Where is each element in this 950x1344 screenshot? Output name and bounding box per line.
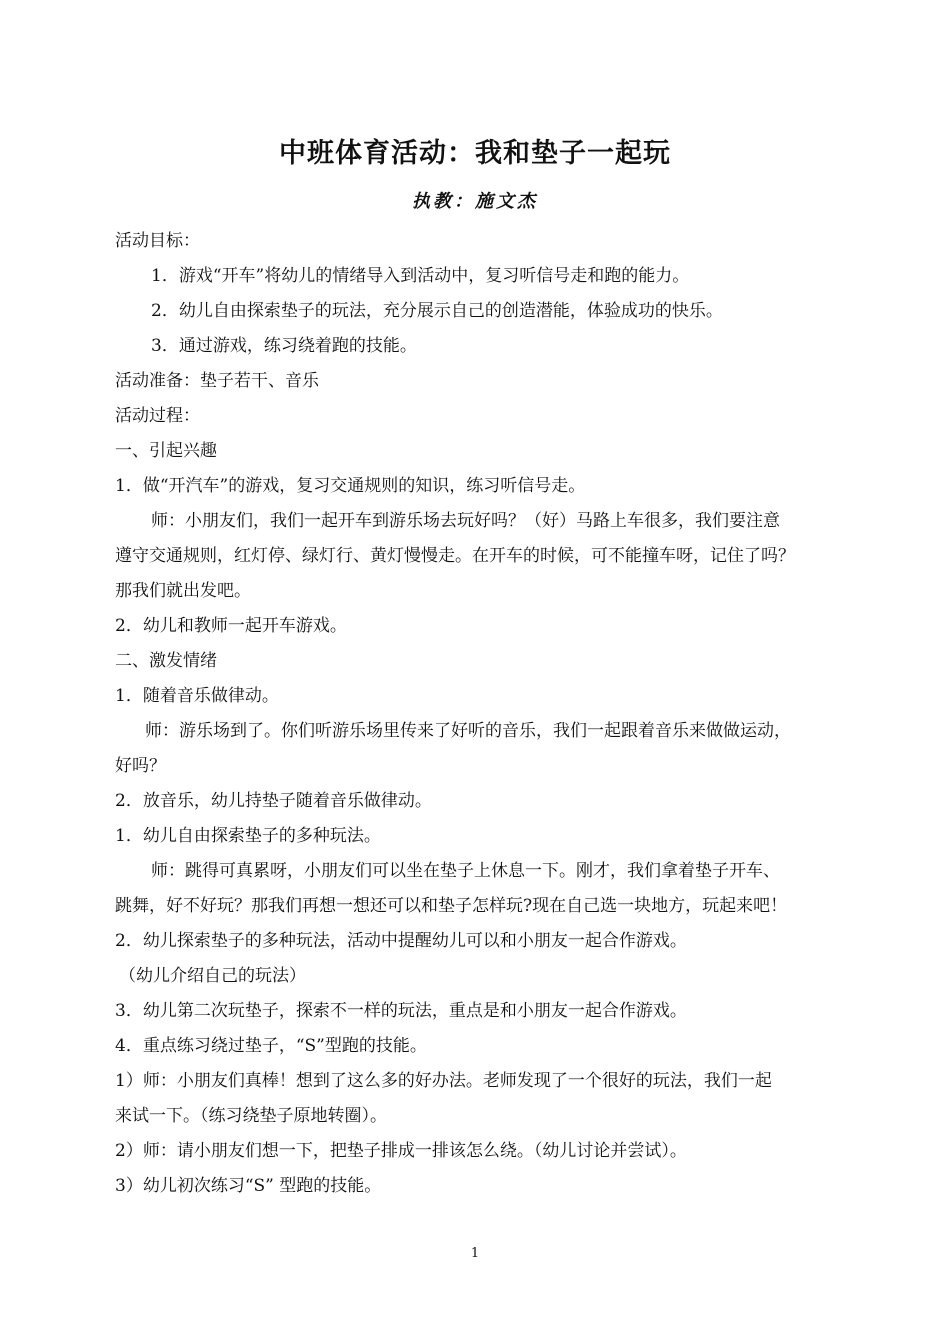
text-line: 2．幼儿自由探索垫子的玩法，充分展示自己的创造潜能，体验成功的快乐。 — [151, 301, 723, 321]
text-line: 3．通过游戏，练习绕着跑的技能。 — [151, 336, 417, 356]
text-line: 遵守交通规则，红灯停、绿灯行、黄灯慢慢走。在开车的时候，可不能撞车呀，记住了吗？ — [115, 546, 795, 566]
text-line: 那我们就出发吧。 — [115, 581, 251, 601]
text-line: 活动准备：垫子若干、音乐 — [115, 371, 319, 391]
page-number: 1 — [470, 1246, 480, 1261]
text-line: 跳舞，好不好玩？那我们再想一想还可以和垫子怎样玩?现在自己选一块地方，玩起来吧！ — [115, 896, 788, 916]
text-line: 1．幼儿自由探索垫子的多种玩法。 — [115, 826, 381, 846]
text-line: 1．游戏“开车”将幼儿的情绪导入到活动中，复习听信号走和跑的能力。 — [151, 266, 690, 286]
text-line: 4．重点练习绕过垫子，“S”型跑的技能。 — [115, 1036, 427, 1056]
text-line: 活动目标： — [115, 231, 200, 251]
text-line: 二、激发情绪 — [115, 651, 217, 671]
text-line: 活动过程： — [115, 406, 200, 426]
text-line: 师：小朋友们，我们一起开车到游乐场去玩好吗？（好）马路上车很多，我们要注意 — [151, 511, 780, 531]
text-line: 1）师：小朋友们真棒！想到了这么多的好办法。老师发现了一个很好的玩法，我们一起 — [115, 1071, 772, 1091]
teacher-credit: 执教：施文杰 — [412, 191, 538, 212]
text-line: 2．幼儿和教师一起开车游戏。 — [115, 616, 347, 636]
text-line: 师：游乐场到了。你们听游乐场里传来了好听的音乐，我们一起跟着音乐来做做运动， — [145, 721, 791, 741]
text-line: 2．放音乐，幼儿持垫子随着音乐做律动。 — [115, 791, 432, 811]
text-line: （幼儿介绍自己的玩法） — [119, 966, 306, 986]
text-line: 1．随着音乐做律动。 — [115, 686, 279, 706]
text-line: 好吗？ — [115, 756, 166, 776]
text-line: 1．做“开汽车”的游戏，复习交通规则的知识，练习听信号走。 — [115, 476, 586, 496]
document-title: 中班体育活动：我和垫子一起玩 — [279, 138, 671, 169]
text-line: 2．幼儿探索垫子的多种玩法，活动中提醒幼儿可以和小朋友一起合作游戏。 — [115, 931, 687, 951]
text-line: 3）幼儿初次练习“S” 型跑的技能。 — [115, 1176, 382, 1196]
document-body — [115, 224, 845, 1204]
text-line: 2）师：请小朋友们想一下，把垫子排成一排该怎么绕。（幼儿讨论并尝试）。 — [115, 1141, 687, 1161]
text-line: 一、引起兴趣 — [115, 441, 217, 461]
text-line: 3．幼儿第二次玩垫子，探索不一样的玩法，重点是和小朋友一起合作游戏。 — [115, 1001, 687, 1021]
text-line: 师：跳得可真累呀，小朋友们可以坐在垫子上休息一下。刚才，我们拿着垫子开车、 — [151, 861, 780, 881]
text-line: 来试一下。（练习绕垫子原地转圈）。 — [115, 1106, 387, 1126]
